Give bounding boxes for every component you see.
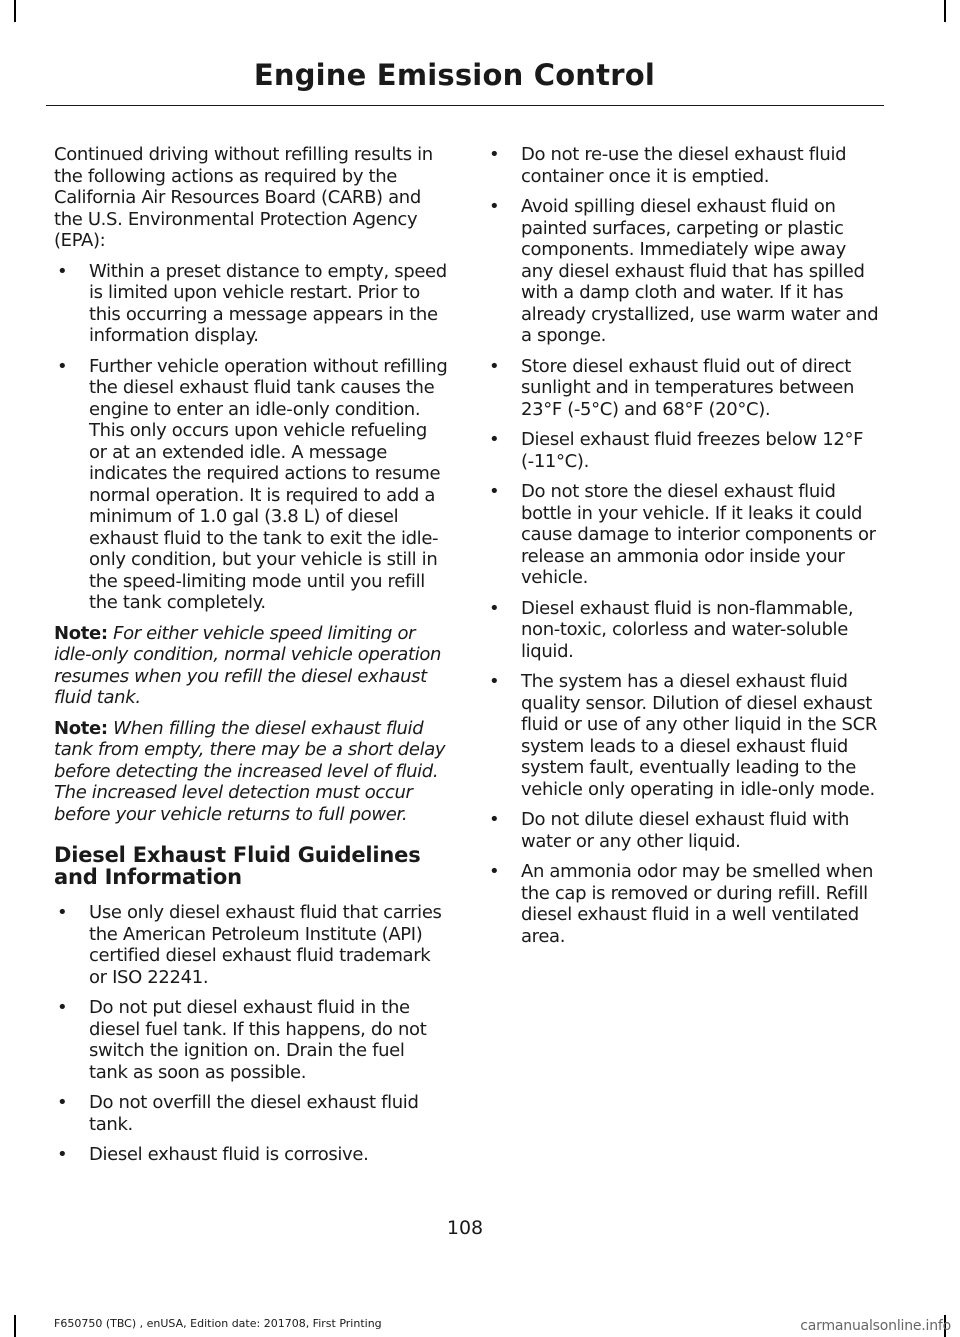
list-item: • Diesel exhaust fluid is non-flammable, non-toxic, colorless and water-soluble liquid.	[489, 597, 854, 662]
bullet-icon: •	[489, 429, 500, 450]
list-item: • An ammonia odor may be smelled when the cap is removed or during refill. Refill diesel exhaust fluid in a well ventilated area.	[489, 861, 874, 947]
page-title: Engine Emission Control	[253, 58, 655, 92]
section-heading: Diesel Exhaust Fluid Guidelines and Information	[54, 843, 421, 889]
consequence-list	[54, 261, 448, 614]
intro-paragraph: Continued driving without refilling results in the following actions as required by the California Air Resources Board (CARB) and the U.S. Environmental Protection Agency (EPA):	[54, 144, 433, 251]
bullet-icon: •	[57, 260, 68, 282]
crop-mark	[14, 0, 16, 22]
list-item: • Further vehicle operation without refilling the diesel exhaust fluid tank causes the engine to enter an idle-only condition. This only occurs upon vehicle refueling or at an extended idle. A message indicates the required actions to resume normal operation. It is required to add a minimum of 1.0 gal (3.8 L) of diesel exhaust fluid to the tank to exit the idle-only condition, but your vehicle is still in the speed-limiting mode until you refill the tank completely.	[57, 355, 448, 613]
bullet-icon: •	[57, 1144, 68, 1165]
bullet-icon: •	[489, 144, 500, 165]
list-item: • Do not overfill the diesel exhaust fluid tank.	[57, 1092, 419, 1135]
list-item: • Within a preset distance to empty, speed is limited upon vehicle restart. Prior to this occurring a message appears in the information display.	[57, 260, 447, 346]
bullet-icon: •	[57, 997, 68, 1018]
list-item: • Do not put diesel exhaust fluid in the diesel fuel tank. If this happens, do not switch the ignition on. Drain the fuel tank as soon as possible.	[57, 997, 427, 1083]
crop-mark	[944, 0, 946, 22]
note-fill-delay: Note: When filling the diesel exhaust fluid tank from empty, there may be a short delay before detecting the increased level of fluid. The increased level detection must occur before your vehicle returns to full power.	[54, 717, 446, 825]
list-item: • Do not store the diesel exhaust fluid bottle in your vehicle. If it leaks it could cause damage to interior components or release an ammonia odor inside your vehicle.	[489, 481, 876, 588]
bullet-icon: •	[57, 355, 68, 377]
bullet-icon: •	[489, 355, 500, 377]
list-item: • Store diesel exhaust fluid out of direct sunlight and in temperatures between 23°F (-5°C) and 68°F (20°C).	[489, 355, 855, 420]
page-number: 108	[446, 1217, 484, 1239]
list-item: • Do not dilute diesel exhaust fluid with water or any other liquid.	[489, 809, 850, 852]
bullet-icon: •	[489, 196, 500, 217]
crop-mark	[14, 1315, 16, 1337]
list-item: • The system has a diesel exhaust fluid quality sensor. Dilution of diesel exhaust fluid or use of any other liquid in the SCR system leads to a diesel exhaust fluid system fault, eventually leading to the vehicle only operating in idle-only mode.	[489, 671, 877, 800]
bullet-icon: •	[489, 861, 500, 882]
list-item: • Use only diesel exhaust fluid that carries the American Petroleum Institute (API) certified diesel exhaust fluid trademark or ISO 22241.	[57, 902, 442, 988]
bullet-icon: •	[489, 809, 500, 830]
header-divider	[46, 105, 884, 106]
guidelines-list	[54, 902, 448, 1166]
guidelines-list-continued	[486, 144, 882, 947]
bullet-icon: •	[489, 671, 500, 692]
bullet-icon: •	[57, 902, 68, 923]
edition-footer: F650750 (TBC) , enUSA, Edition date: 201708, First Printing	[54, 1317, 382, 1330]
left-column	[54, 144, 448, 1175]
right-column	[486, 144, 882, 956]
list-item: • Diesel exhaust fluid freezes below 12°F (-11°C).	[489, 429, 864, 472]
watermark: carmanualsonline.info	[800, 1318, 951, 1334]
list-item: • Do not re-use the diesel exhaust fluid container once it is emptied.	[489, 144, 847, 187]
list-item: • Diesel exhaust fluid is corrosive.	[57, 1144, 369, 1165]
list-item: • Avoid spilling diesel exhaust fluid on painted surfaces, carpeting or plastic components. Immediately wipe away any diesel exhaust fluid that has spilled with a damp cloth and water. If it has already crystallized, use warm water and a sponge.	[489, 196, 879, 346]
note-speed-limiting: Note: For either vehicle speed limiting or idle-only condition, normal vehicle operation resumes when you refill the diesel exhaust fluid tank.	[54, 622, 442, 708]
bullet-icon: •	[489, 597, 500, 619]
bullet-icon: •	[57, 1092, 68, 1113]
bullet-icon: •	[489, 481, 500, 502]
